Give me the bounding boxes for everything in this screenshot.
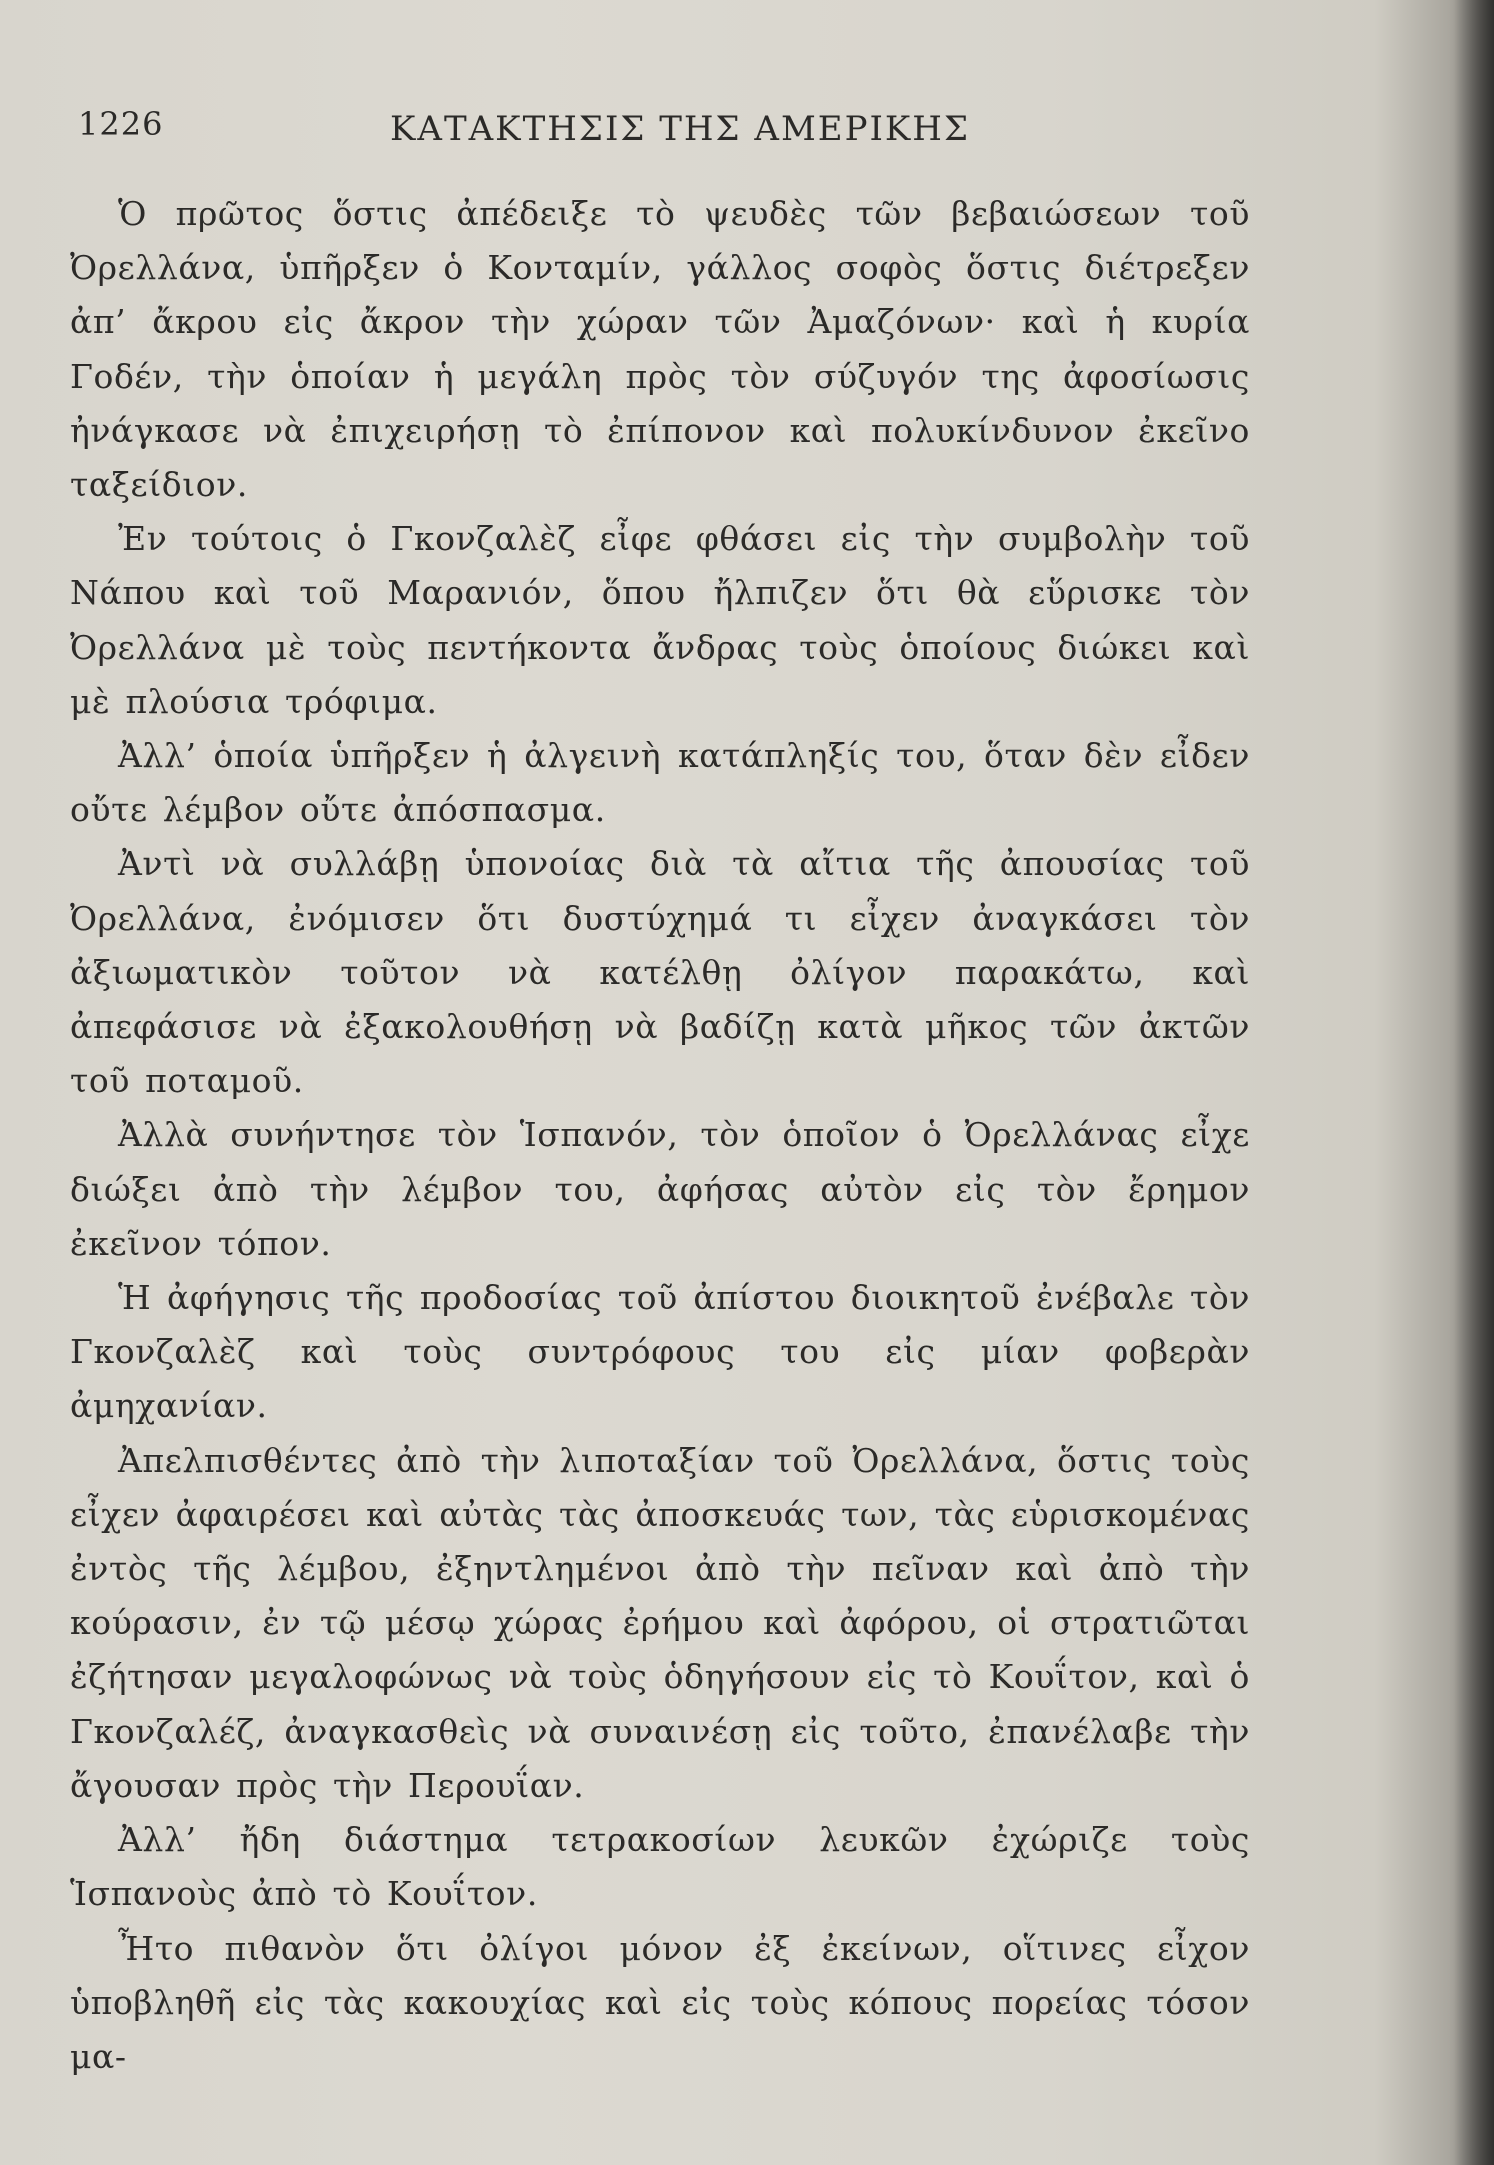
paragraph: Ἀλλὰ συνήντησε τὸν Ἱσπανόν, τὸν ὁποῖον ὁ Ὀρελλάνας εἶχε διώξει ἀπὸ τὴν λέμβον του, ἀφήσας αὐτὸν εἰς τὸν ἔρημον ἐκεῖνον τόπον. [70,1115,1250,1263]
paragraph: Ἀπελπισθέντες ἀπὸ τὴν λιποταξίαν τοῦ Ὀρελλάνα, ὅστις τοὺς εἶχεν ἀφαιρέσει καὶ αὐτὰς τὰς ἀποσκευάς των, τὰς εὑρισκομένας ἐντὸς τῆς λέμβου, ἐξηντλημένοι ἀπὸ τὴν πεῖναν καὶ ἀπὸ τὴν κούρασιν, ἐν τῷ μέσῳ χώρας ἐρήμου καὶ ἀφόρου, οἱ στρατιῶται ἐζήτησαν μεγαλοφώνως νὰ τοὺς ὁδηγήσουν εἰς τὸ Κουΐτον, καὶ ὁ Γκονζαλέζ, ἀναγκασθεὶς νὰ συναινέσῃ εἰς τοῦτο, ἐπανέλαβε τὴν ἄγουσαν πρὸς τὴν Περουΐαν. [70,1440,1250,1805]
paragraph: Ἀντὶ νὰ συλλάβῃ ὑπονοίας διὰ τὰ αἴτια τῆς ἀπουσίας τοῦ Ὀρελλάνα, ἐνόμισεν ὅτι δυστύχημά τι εἶχεν ἀναγκάσει τὸν ἀξιωματικὸν τοῦτον νὰ κατέλθῃ ὀλίγον παρακάτω, καὶ ἀπεφάσισε νὰ ἐξακολουθήσῃ νὰ βαδίζῃ κατὰ μῆκος τῶν ἀκτῶν τοῦ ποταμοῦ. [70,844,1250,1101]
text-block [70,105,1250,2084]
paragraph: Ἦτο πιθανὸν ὅτι ὀλίγοι μόνον ἐξ ἐκείνων, οἵτινες εἶχον ὑποβληθῆ εἰς τὰς κακουχίας καὶ εἰς τοὺς κόπους πορείας τόσον μα- [70,1928,1250,2076]
running-title: ΚΑΤΑΚΤΗΣΙΣ ΤΗΣ ΑΜΕΡΙΚΗΣ [390,109,970,149]
page-header [70,105,1250,165]
page-number: 1226 [78,105,164,143]
paragraph: Ἀλλ’ ἤδη διάστημα τετρακοσίων λευκῶν ἐχώριζε τοὺς Ἱσπανοὺς ἀπὸ τὸ Κουΐτον. [70,1820,1250,1914]
spine-shadow [1454,0,1494,2165]
paragraph: Ἡ ἀφήγησις τῆς προδοσίας τοῦ ἀπίστου διοικητοῦ ἐνέβαλε τὸν Γκονζαλὲζ καὶ τοὺς συντρόφους του εἰς μίαν φοβερὰν ἀμηχανίαν. [70,1278,1250,1426]
paragraph: Ὁ πρῶτος ὅστις ἀπέδειξε τὸ ψευδὲς τῶν βεβαιώσεων τοῦ Ὀρελλάνα, ὑπῆρξεν ὁ Κονταμίν, γάλλος σοφὸς ὅστις διέτρεξεν ἀπ’ ἄκρου εἰς ἄκρον τὴν χώραν τῶν Ἀμαζόνων· καὶ ἡ κυρία Γοδέν, τὴν ὁποίαν ἡ μεγάλη πρὸς τὸν σύζυγόν της ἀφοσίωσις ἠνάγκασε νὰ ἐπιχειρήσῃ τὸ ἐπίπονον καὶ πολυκίνδυνον ἐκεῖνο ταξείδιον. [70,194,1250,505]
paragraph: Ἀλλ’ ὁποία ὑπῆρξεν ἡ ἀλγεινὴ κατάπληξίς του, ὅταν δὲν εἶδεν οὔτε λέμβον οὔτε ἀπόσπασμα. [70,736,1250,830]
body-text [70,187,1250,2084]
paragraph: Ἐν τούτοις ὁ Γκονζαλὲζ εἶφε φθάσει εἰς τὴν συμβολὴν τοῦ Νάπου καὶ τοῦ Μαρανιόν, ὅπου ἤλπιζεν ὅτι θὰ εὕρισκε τὸν Ὀρελλάνα μὲ τοὺς πεντήκοντα ἄνδρας τοὺς ὁποίους διώκει καὶ μὲ πλούσια τρόφιμα. [70,519,1250,721]
